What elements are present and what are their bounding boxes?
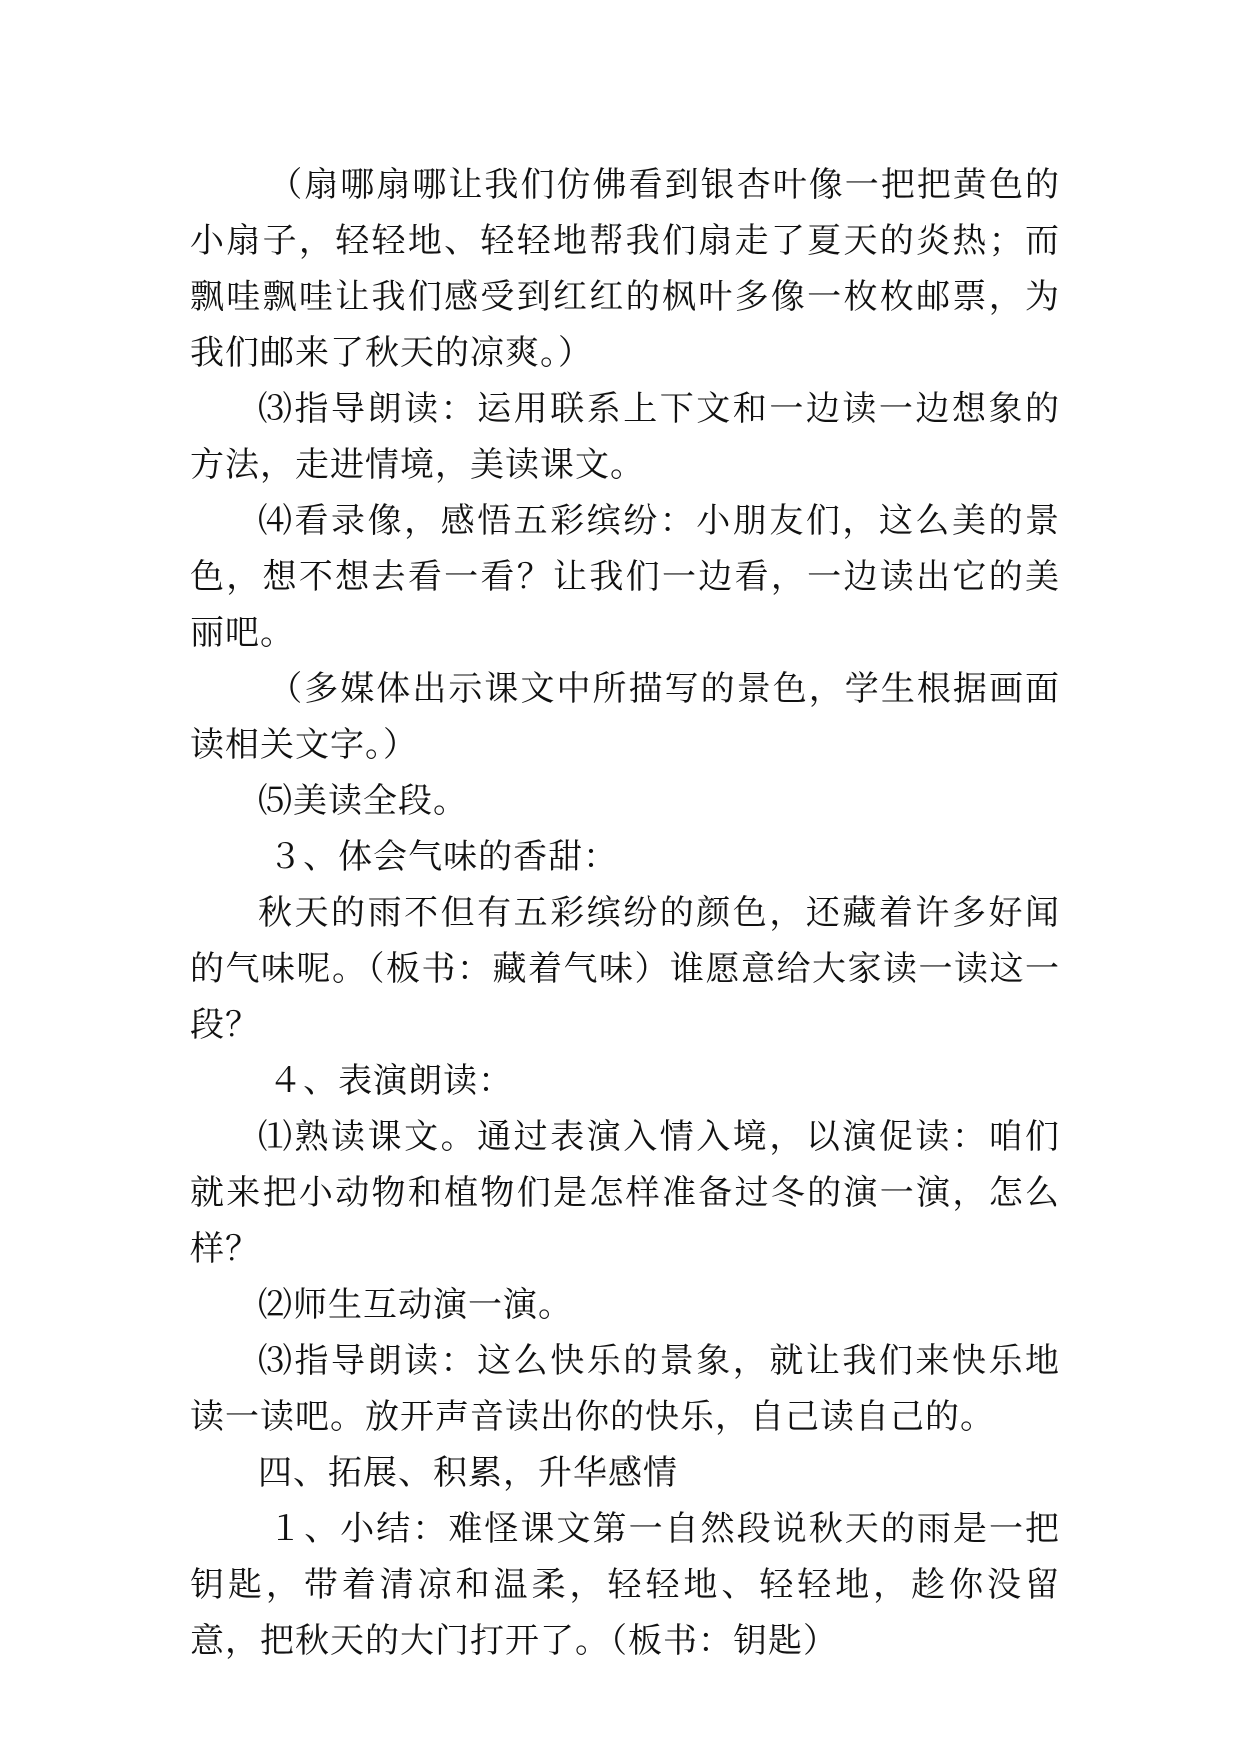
heading-performance: ４、表演朗读： — [268, 1061, 514, 1101]
paragraph-perform-2: ⑵师生互动演一演。 — [258, 1285, 573, 1325]
paragraph-watch-video: ⑷看录像，感悟五彩缤纷：小朋友们，这么美的景色，想不想去看一看？让我们一边看，一边读出它的美丽吧。 — [190, 501, 1060, 653]
heading-section-four: 四、拓展、积累，升华感情 — [258, 1453, 678, 1493]
heading-scent: ３、体会气味的香甜： — [268, 837, 619, 877]
paragraph-guide-reading-3: ⑶指导朗读：运用联系上下文和一边读一边想象的方法，走进情境，美读课文。 — [190, 389, 1060, 485]
paragraph-read-whole: ⑸美读全段。 — [258, 781, 468, 821]
document-body — [190, 157, 1060, 1669]
paragraph-multimedia: （多媒体出示课文中所描写的景色，学生根据画面读相关文字。） — [190, 669, 1060, 765]
paragraph-perform-3: ⑶指导朗读：这么快乐的景象，就让我们来快乐地读一读吧。放开声音读出你的快乐，自己读自己的。 — [190, 1341, 1060, 1437]
paragraph-summary: １、小结：难怪课文第一自然段说秋天的雨是一把钥匙，带着清凉和温柔，轻轻地、轻轻地，趁你没留意，把秋天的大门打开了。（板书：钥匙） — [190, 1509, 1060, 1661]
paragraph-perform-1: ⑴熟读课文。通过表演入情入境，以演促读：咱们就来把小动物和植物们是怎样准备过冬的演一演，怎么样？ — [190, 1117, 1060, 1269]
paragraph-fan-and-stamp: （扇哪扇哪让我们仿佛看到银杏叶像一把把黄色的小扇子，轻轻地、轻轻地帮我们扇走了夏天的炎热；而飘哇飘哇让我们感受到红红的枫叶多像一枚枚邮票，为我们邮来了秋天的凉爽。） — [190, 165, 1060, 373]
paragraph-scent: 秋天的雨不但有五彩缤纷的颜色，还藏着许多好闻的气味呢。（板书：藏着气味）谁愿意给大家读一读这一段？ — [190, 893, 1060, 1045]
